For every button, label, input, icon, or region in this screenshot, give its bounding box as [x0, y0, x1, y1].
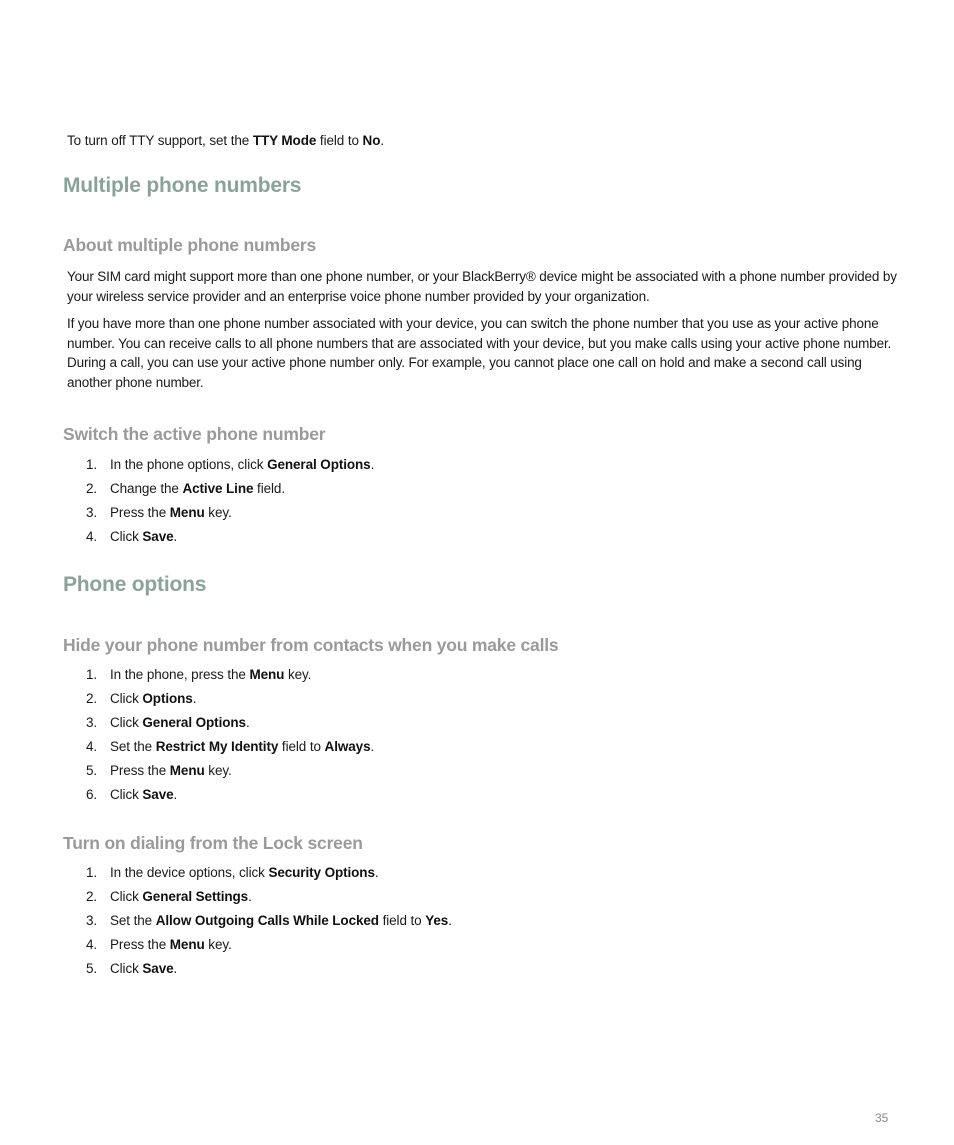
- step-text: In the phone options, click: [110, 457, 268, 472]
- step-text: Click: [110, 529, 143, 544]
- step-number: 4.: [86, 739, 98, 754]
- list-item: [86, 501, 374, 525]
- step-bold: Menu: [249, 667, 285, 682]
- step-text: Press the: [110, 763, 170, 778]
- step-text: Click: [110, 787, 143, 802]
- step-number: 3.: [86, 505, 98, 520]
- step-bold: Active Line: [182, 481, 254, 496]
- step-text: Click: [110, 691, 143, 706]
- section-title-phone-options: Phone options: [63, 573, 207, 596]
- step-text: Press the: [110, 937, 170, 952]
- step-text: Set the: [110, 739, 156, 754]
- step-text: .: [173, 961, 178, 976]
- intro-bold-field: TTY Mode: [252, 133, 317, 148]
- subsection-title-about: About multiple phone numbers: [63, 235, 317, 255]
- step-number: 1.: [86, 457, 98, 472]
- list-item: [86, 477, 374, 501]
- step-bold: Save: [142, 787, 174, 802]
- step-text: .: [374, 865, 379, 880]
- intro-line: [67, 133, 384, 148]
- subsection-title-hide-number: Hide your phone number from contacts when you make calls: [63, 635, 559, 655]
- list-item: [86, 783, 374, 807]
- step-bold: Menu: [169, 505, 205, 520]
- steps-list: [86, 861, 452, 981]
- intro-text: .: [380, 133, 384, 148]
- step-text: Click: [110, 715, 143, 730]
- list-item: [86, 933, 452, 957]
- list-item: [86, 885, 452, 909]
- step-number: 3.: [86, 715, 98, 730]
- step-bold: Always: [324, 739, 371, 754]
- step-text: .: [173, 787, 178, 802]
- step-text: Click: [110, 889, 143, 904]
- step-number: 5.: [86, 961, 98, 976]
- step-text: In the device options, click: [110, 865, 269, 880]
- step-bold: General Options: [267, 457, 371, 472]
- step-bold: Save: [142, 961, 174, 976]
- step-number: 2.: [86, 691, 98, 706]
- step-text: key.: [204, 937, 232, 952]
- intro-text: field to: [316, 133, 363, 148]
- list-item: [86, 735, 374, 759]
- step-number: 1.: [86, 865, 98, 880]
- subsection-title-switch: Switch the active phone number: [63, 424, 326, 444]
- step-bold: Restrict My Identity: [155, 739, 279, 754]
- step-bold: Security Options: [268, 865, 375, 880]
- step-number: 4.: [86, 529, 98, 544]
- step-number: 2.: [86, 889, 98, 904]
- list-item: [86, 525, 374, 549]
- page-number: 35: [875, 1111, 889, 1125]
- list-item: [86, 711, 374, 735]
- step-text: .: [370, 739, 375, 754]
- step-text: In the phone, press the: [110, 667, 250, 682]
- step-text: .: [248, 889, 252, 904]
- list-item: [86, 909, 452, 933]
- step-text: key.: [204, 763, 232, 778]
- step-number: 5.: [86, 763, 98, 778]
- step-bold: General Settings: [142, 889, 249, 904]
- list-item: [86, 687, 374, 711]
- step-text: .: [173, 529, 178, 544]
- step-text: key.: [204, 505, 232, 520]
- subsection-title-lock-screen: Turn on dialing from the Lock screen: [63, 833, 363, 853]
- steps-list: [86, 453, 374, 549]
- section-title-multiple-phone-numbers: Multiple phone numbers: [63, 174, 302, 197]
- step-bold: Menu: [169, 937, 205, 952]
- paragraph: Your SIM card might support more than one phone number, or your BlackBerry® device might be associated with a phone number provided by your wireless service provider and an enterprise voice phone number provided by your organization.: [67, 269, 897, 304]
- step-text: Set the: [110, 913, 156, 928]
- step-bold: Options: [142, 691, 193, 706]
- list-item: [86, 861, 452, 885]
- step-text: .: [370, 457, 375, 472]
- step-text: field to: [378, 913, 426, 928]
- step-number: 2.: [86, 481, 98, 496]
- intro-bold-value: No: [362, 133, 381, 148]
- step-text: Press the: [110, 505, 170, 520]
- list-item: [86, 759, 374, 783]
- steps-list: [86, 663, 374, 807]
- intro-text: To turn off TTY support, set the: [67, 133, 253, 148]
- step-text: key.: [284, 667, 312, 682]
- list-item: [86, 957, 452, 981]
- step-number: 3.: [86, 913, 98, 928]
- step-text: .: [192, 691, 197, 706]
- step-text: Click: [110, 961, 143, 976]
- step-bold: Yes: [425, 913, 449, 928]
- step-text: Change the: [110, 481, 183, 496]
- step-text: field.: [253, 481, 285, 496]
- step-text: .: [448, 913, 452, 928]
- list-item: [86, 663, 374, 687]
- step-number: 4.: [86, 937, 98, 952]
- step-bold: Allow Outgoing Calls While Locked: [155, 913, 379, 928]
- list-item: [86, 453, 374, 477]
- step-bold: General Options: [142, 715, 246, 730]
- step-text: field to: [278, 739, 325, 754]
- step-bold: Save: [142, 529, 174, 544]
- step-text: .: [245, 715, 250, 730]
- paragraph: If you have more than one phone number associated with your device, you can switch the phone number that you use as your active phone number. You can receive calls to all phone numbers that are associated with your device, but you make calls using your active phone number. During a call, you can use your active phone number only. For example, you cannot place one call on hold and make a second call using another phone number.: [67, 316, 892, 390]
- step-number: 6.: [86, 787, 98, 802]
- step-bold: Menu: [169, 763, 205, 778]
- step-number: 1.: [86, 667, 98, 682]
